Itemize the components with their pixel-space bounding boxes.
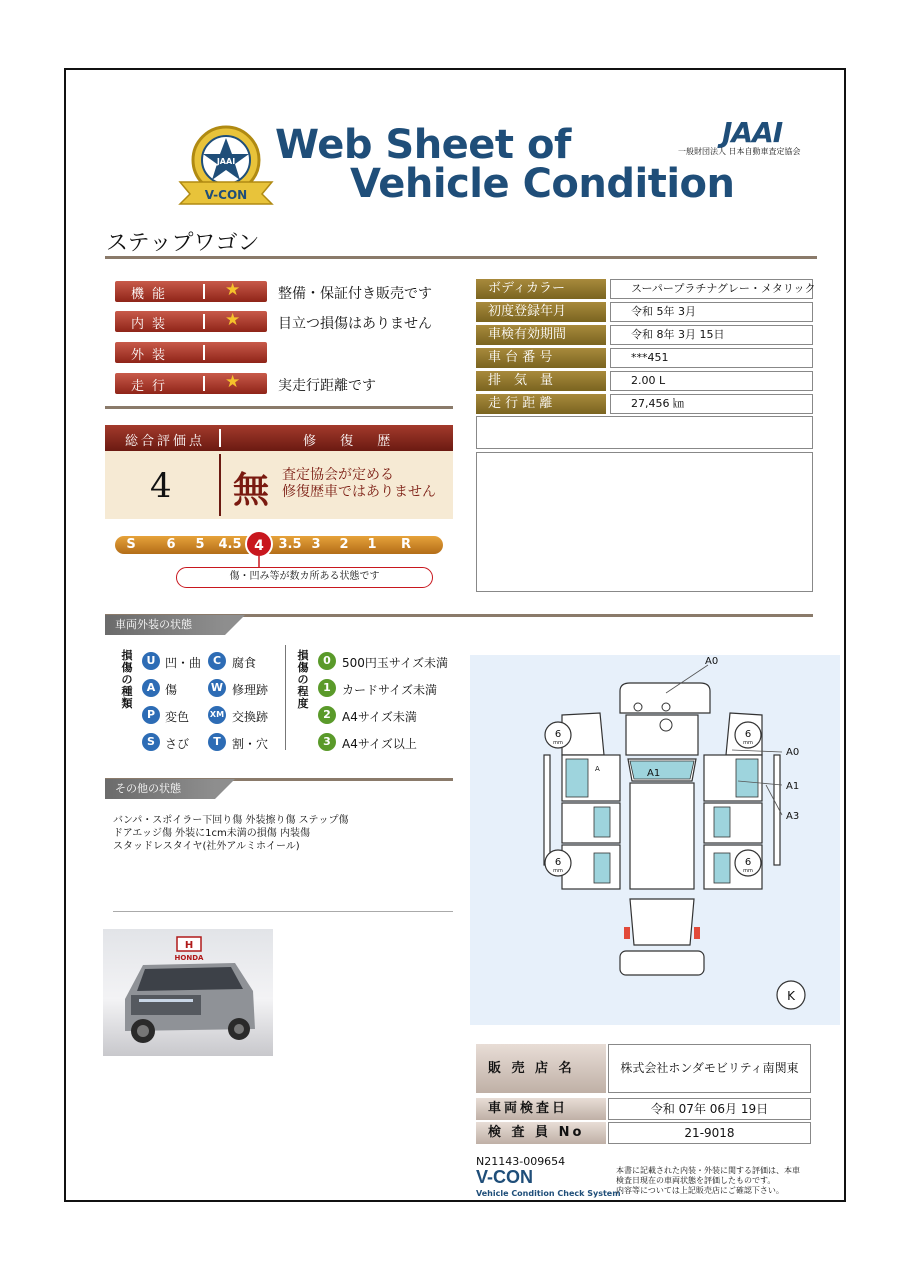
- disclaimer-line: 検査日現在の車両状態を評価したものです。: [616, 1176, 776, 1185]
- damage-label-windshield: A1: [647, 768, 661, 779]
- grade-interior: [115, 311, 267, 332]
- car-image: [103, 929, 273, 1056]
- tire-depth-fr: 6: [744, 729, 752, 740]
- info-empty-box: [476, 416, 813, 449]
- damage-label-side: A3: [786, 811, 800, 822]
- inspection-date-label: 車両検査日: [476, 1098, 606, 1120]
- grade-label: 走行: [131, 379, 174, 394]
- scale-item: 2: [339, 537, 349, 552]
- scale-item: 4.5: [218, 537, 242, 552]
- scale-item: 1: [367, 537, 377, 552]
- damage-code-u: U: [142, 652, 160, 670]
- tire-depth-fl: 6: [554, 729, 562, 740]
- photo-brand: HONDA: [174, 954, 204, 962]
- inspection-date-value: 令和 07年 06月 19日: [608, 1098, 811, 1120]
- score-label: 総合評価点: [125, 434, 206, 449]
- scale-item: 5: [195, 537, 205, 552]
- scale-item-active: 4: [245, 530, 273, 558]
- damage-name: 腐食: [232, 656, 257, 670]
- vehicle-photo: [103, 929, 273, 1056]
- overall-score: 4: [150, 466, 172, 506]
- info-label: 車検有効期間: [476, 325, 606, 345]
- degree-name: 500円玉サイズ未満: [342, 656, 448, 670]
- damage-label-door: A1: [786, 781, 800, 792]
- scale-item: R: [400, 537, 411, 552]
- tire-unit: mm: [553, 740, 563, 746]
- inspection-expiry-value: 令和 8年 3月 15日: [610, 325, 813, 345]
- scale-item: 3: [311, 537, 321, 552]
- title-line1: Web Sheet of: [275, 122, 571, 168]
- info-label: ボディカラー: [476, 279, 606, 299]
- grade-label: 機能: [131, 287, 174, 302]
- history-text-line2: 修復歴車ではありません: [282, 484, 436, 500]
- info-label: 車 台 番 号: [476, 348, 606, 368]
- damage-name: 変色: [165, 710, 190, 724]
- vehicle-name: ステップワゴン: [106, 231, 260, 256]
- history-text-line1: 査定協会が定める: [282, 467, 394, 483]
- car-outline-diagram: [470, 655, 840, 1025]
- grade-label: 外装: [131, 348, 174, 363]
- info-label: 初度登録年月: [476, 302, 606, 322]
- repair-history-mark: 無: [233, 469, 270, 511]
- damage-code-s: S: [142, 733, 160, 751]
- grade-function-text: 整備・保証付き販売です: [278, 286, 432, 302]
- degree-code-1: 1: [318, 679, 336, 697]
- svg-text:H: H: [184, 940, 194, 951]
- other-conditions: [113, 814, 348, 853]
- vcon-seal-icon: [176, 124, 276, 206]
- rating-header: [105, 425, 453, 451]
- damage-name: 交換跡: [232, 710, 269, 724]
- degree-name: A4サイズ以上: [342, 737, 417, 751]
- other-line: スタッドレスタイヤ(社外アルミホイール): [113, 841, 300, 852]
- star-icon: ★: [225, 372, 241, 392]
- scale-item: 3.5: [278, 537, 302, 552]
- comment-box: [476, 452, 813, 592]
- degree-name: カードサイズ未満: [342, 683, 438, 697]
- info-label: 排 気 量: [476, 371, 606, 391]
- disclaimer-line: 本書に記載された内装・外装に関する評価は、本車: [616, 1166, 800, 1175]
- degree-code-2: 2: [318, 706, 336, 724]
- disclaimer-line: 内容等については上記販売店にご確認下さい。: [616, 1186, 784, 1195]
- grade-divider: [105, 406, 453, 409]
- grade-exterior: [115, 342, 267, 363]
- degree-name: A4サイズ未満: [342, 710, 417, 724]
- damage-name: 傷: [165, 683, 178, 697]
- damage-code-w: W: [208, 679, 226, 697]
- body-color-value: スーパープラチナグレー・メタリック: [610, 279, 813, 299]
- damage-code-xm: XM: [208, 706, 226, 724]
- grade-mileage-text: 実走行距離です: [278, 378, 376, 394]
- chassis-number-value: ***451: [610, 348, 813, 368]
- dealer-name-value: 株式会社ホンダモビリティ南関東: [608, 1044, 811, 1093]
- damage-code-t: T: [208, 733, 226, 751]
- diagram-marker: K: [787, 989, 795, 1003]
- star-icon: ★: [225, 310, 241, 330]
- grade-mileage: [115, 373, 267, 394]
- damage-code-p: P: [142, 706, 160, 724]
- grade-function: [115, 281, 267, 302]
- tire-unit: mm: [553, 868, 563, 874]
- sheet-id: N21143-009654: [476, 1155, 566, 1168]
- jaai-name: 一般財団法人 日本自動車査定協会: [678, 147, 801, 156]
- exterior-section-header: 車両外装の状態: [105, 615, 225, 635]
- scale-item: 6: [166, 537, 176, 552]
- scale-item: S: [126, 537, 136, 552]
- tire-depth-rr: 6: [744, 857, 752, 868]
- damage-label-roof: A0: [705, 656, 719, 667]
- seal-logo: JAAI: [216, 157, 236, 166]
- damage-degree-label: 損傷の程度: [297, 649, 309, 710]
- dealer-label: 販 売 店 名: [476, 1044, 606, 1093]
- tire-unit: mm: [743, 868, 753, 874]
- other-section-header: その他の状態: [105, 779, 215, 799]
- damage-name: さび: [165, 737, 190, 751]
- title-line2: Vehicle Condition: [350, 161, 735, 207]
- damage-code-a: A: [142, 679, 160, 697]
- damage-name: 割・穴: [232, 737, 269, 751]
- other-line: バンパ・スポイラー下回り傷 外装擦り傷 ステップ傷: [113, 815, 349, 826]
- info-label: 走 行 距 離: [476, 394, 606, 414]
- vcon-subtitle: Vehicle Condition Check System: [476, 1189, 621, 1198]
- degree-code-0: 0: [318, 652, 336, 670]
- damage-label-left-door: A: [595, 765, 600, 773]
- other-line: ドアエッジ傷 外装に1cm未満の損傷 内装傷: [113, 828, 310, 839]
- first-registration-value: 令和 5年 3月: [610, 302, 813, 322]
- tire-unit: mm: [743, 740, 753, 746]
- damage-code-c: C: [208, 652, 226, 670]
- inspector-number-value: 21-9018: [608, 1122, 811, 1144]
- damage-name: 修理跡: [232, 683, 269, 697]
- scale-note: 傷・凹み等が数カ所ある状態です: [176, 567, 433, 588]
- damage-name: 凹・曲: [165, 656, 202, 670]
- damage-diagram: [470, 655, 840, 1025]
- disclaimer: [616, 1166, 800, 1196]
- jaai-logo: JAAI: [722, 116, 783, 149]
- displacement-value: 2.00 L: [610, 371, 813, 391]
- tire-depth-rl: 6: [554, 857, 562, 868]
- header-divider: [105, 256, 817, 259]
- damage-label-door-upper: A0: [786, 747, 800, 758]
- degree-code-3: 3: [318, 733, 336, 751]
- mileage-value: 27,456 ㎞: [610, 394, 813, 414]
- grade-interior-text: 目立つ損傷はありません: [278, 316, 432, 332]
- grade-label: 内装: [131, 317, 174, 332]
- vcon-logo: V-CON: [476, 1167, 534, 1187]
- inspector-label: 検 査 員 No: [476, 1122, 606, 1144]
- history-label: 修 復 歴: [303, 434, 401, 449]
- repair-history-text: [282, 467, 436, 501]
- seal-text: V-CON: [204, 188, 248, 202]
- damage-types-label: 損傷の種類: [121, 649, 133, 710]
- star-icon: ★: [225, 280, 241, 300]
